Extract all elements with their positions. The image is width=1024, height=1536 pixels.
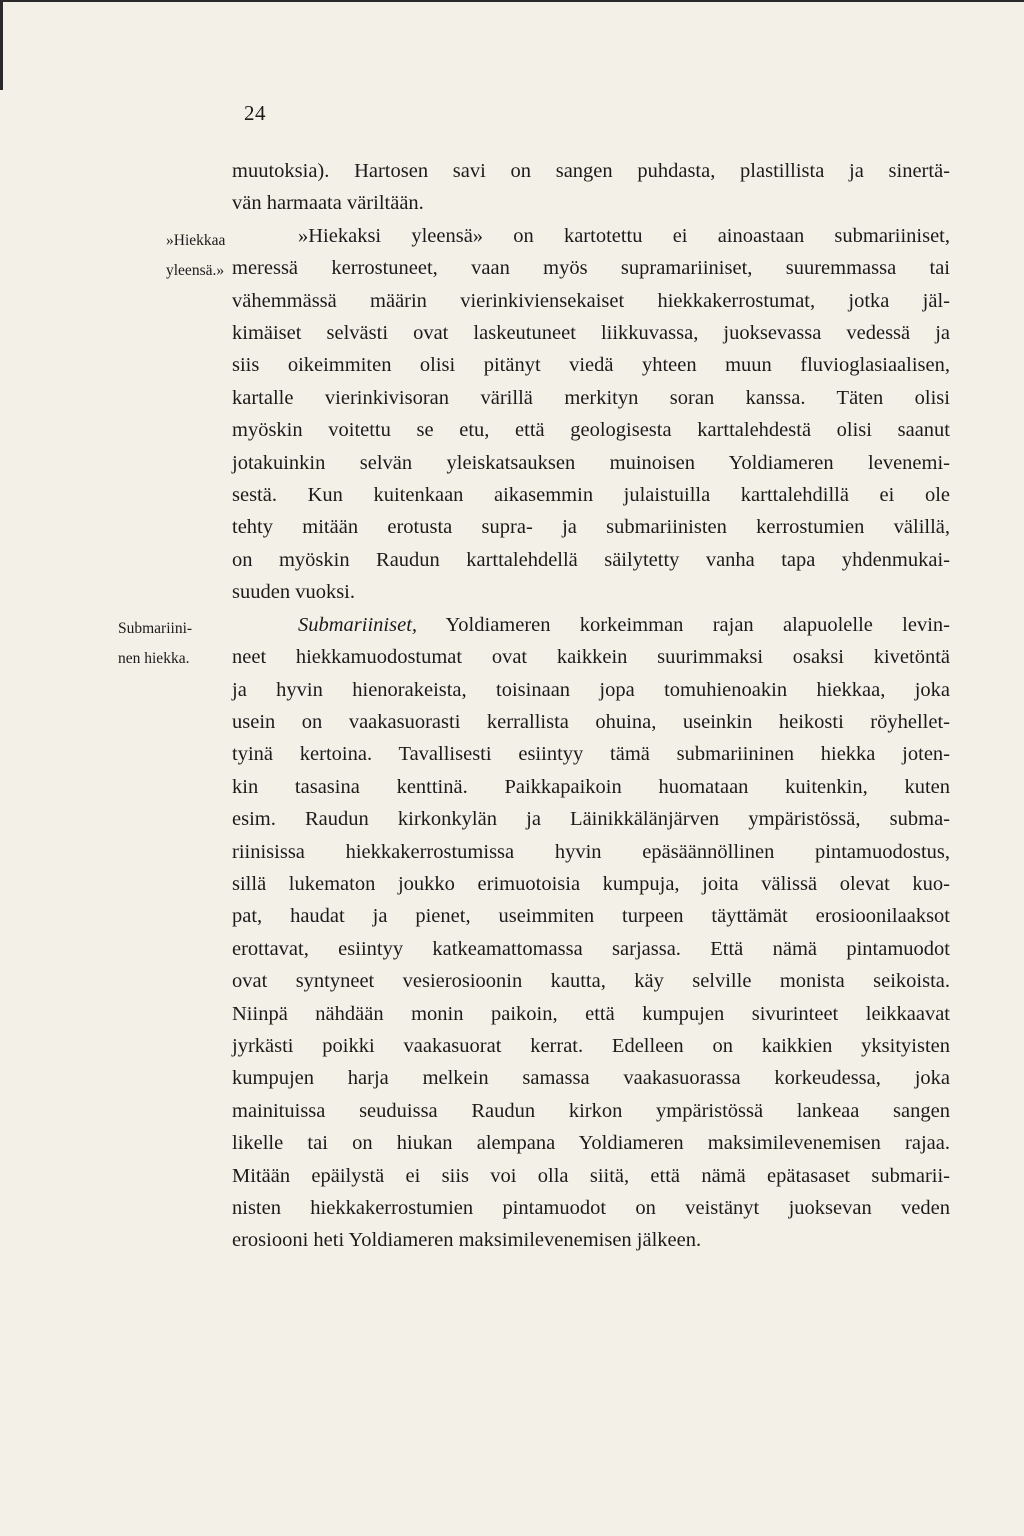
margin-note-line: yleensä.» <box>166 262 225 279</box>
text-line: jotakuinkin selvän yleiskatsauksen muinoisen Yoldiameren levenemi- <box>232 451 950 474</box>
text-line: ja hyvin hienorakeista, toisinaan jopa tomuhienoakin hiekkaa, joka <box>232 678 950 701</box>
text-line: usein on vaakasuorasti kerrallista ohuina, useinkin heikosti röyhellet- <box>232 710 950 733</box>
text-line: siis oikeimmiten olisi pitänyt viedä yhteen muun fluvioglasiaalisen, <box>232 354 950 377</box>
text-line: on myöskin Raudun karttalehdellä säilytetty vanha tapa yhdenmukai- <box>232 548 950 571</box>
text-line: esim. Raudun kirkonkylän ja Läinikkälänjärven ympäristössä, subma- <box>232 808 950 831</box>
paragraph-2 <box>232 220 950 609</box>
text-line: kartalle vierinkivisoran värillä merkityn soran kanssa. Täten olisi <box>232 386 950 409</box>
scan-edge-top <box>0 0 1024 2</box>
text-line: erottavat, esiintyy katkeamattomassa sarjassa. Että nämä pintamuodot <box>232 937 950 960</box>
margin-note-submariininen <box>118 614 192 674</box>
scan-edge-left <box>0 0 3 90</box>
text-line: sestä. Kun kuitenkaan aikasemmin julaistuilla karttalehdillä ei ole <box>232 484 950 507</box>
margin-note-line: nen hiekka. <box>118 650 190 667</box>
text-line: vähemmässä määrin vierinkiviensekaiset hiekkakerrostumat, jotka jäl- <box>232 289 950 312</box>
text-line-first <box>232 609 950 641</box>
text-line: tyinä kertoina. Tavallisesti esiintyy tämä submariininen hiekka joten- <box>232 743 950 766</box>
margin-note-hiekkaa <box>166 226 225 286</box>
text-line: vän harmaata väriltään. <box>232 192 424 215</box>
text-line: kimäiset selvästi ovat laskeutuneet liikkuvassa, juoksevassa vedessä ja <box>232 322 950 345</box>
text-line: »Hiekaksi yleensä» on kartotettu ei ainoastaan submariiniset, <box>298 224 950 247</box>
page-number: 24 <box>244 101 266 125</box>
text-line: kumpujen harja melkein samassa vaakasuorassa korkeudessa, joka <box>232 1067 950 1090</box>
emphasized-term: Submariiniset, <box>298 613 418 636</box>
text-line: myöskin voitettu se etu, että geologisesta karttalehdestä olisi saanut <box>232 419 950 442</box>
text-line: suuden vuoksi. <box>232 581 355 604</box>
text-line: sillä lukematon joukko erimuotoisia kumpuja, joita välissä olevat kuo- <box>232 872 950 895</box>
text-line: erosiooni heti Yoldiameren maksimilevenemisen jälkeen. <box>232 1229 702 1252</box>
text-line: kin tasasina kenttinä. Paikkapaikoin huomataan kuitenkin, kuten <box>232 775 950 798</box>
margin-note-line: Submariini- <box>118 620 193 637</box>
text-line: likelle tai on hiukan alempana Yoldiameren maksimilevenemisen rajaa. <box>232 1132 950 1155</box>
margin-note-line: »Hiekkaa <box>166 232 226 249</box>
text-line: meressä kerrostuneet, vaan myös supramariiniset, suuremmassa tai <box>232 257 950 280</box>
text-line: Mitään epäilystä ei siis voi olla siitä, että nämä epätasaset submarii- <box>232 1164 950 1187</box>
text-line: tehty mitään erotusta supra- ja submariinisten kerrostumien välillä, <box>232 516 950 539</box>
text-line: mainituissa seuduissa Raudun kirkon ympäristössä lankeaa sangen <box>232 1099 950 1122</box>
paragraph-1 <box>232 155 950 220</box>
text-line: neet hiekkamuodostumat ovat kaikkein suurimmaksi osaksi kivetöntä <box>232 646 950 669</box>
text-line: pat, haudat ja pienet, useimmiten turpeen täyttämät erosioonilaaksot <box>232 905 950 928</box>
text-line: muutoksia). Hartosen savi on sangen puhdasta, plastillista ja sinertä- <box>232 160 950 182</box>
body-text <box>232 155 950 1257</box>
text-line: Niinpä nähdään monin paikoin, että kumpujen sivurinteet leikkaavat <box>232 1002 950 1025</box>
text-line: ovat syntyneet vesierosioonin kautta, käy selville monista seikoista. <box>232 970 950 993</box>
text-line: nisten hiekkakerrostumien pintamuodot on veistänyt juoksevan veden <box>232 1197 950 1219</box>
text-line: jyrkästi poikki vaakasuorat kerrat. Edelleen on kaikkien yksityisten <box>232 1034 950 1057</box>
paragraph-3 <box>232 609 950 1257</box>
text-line: riinisissa hiekkakerrostumissa hyvin epäsäännöllinen pintamuodostus, <box>232 840 950 863</box>
text-run: Yoldiameren korkeimman rajan alapuolelle levin- <box>417 613 950 636</box>
